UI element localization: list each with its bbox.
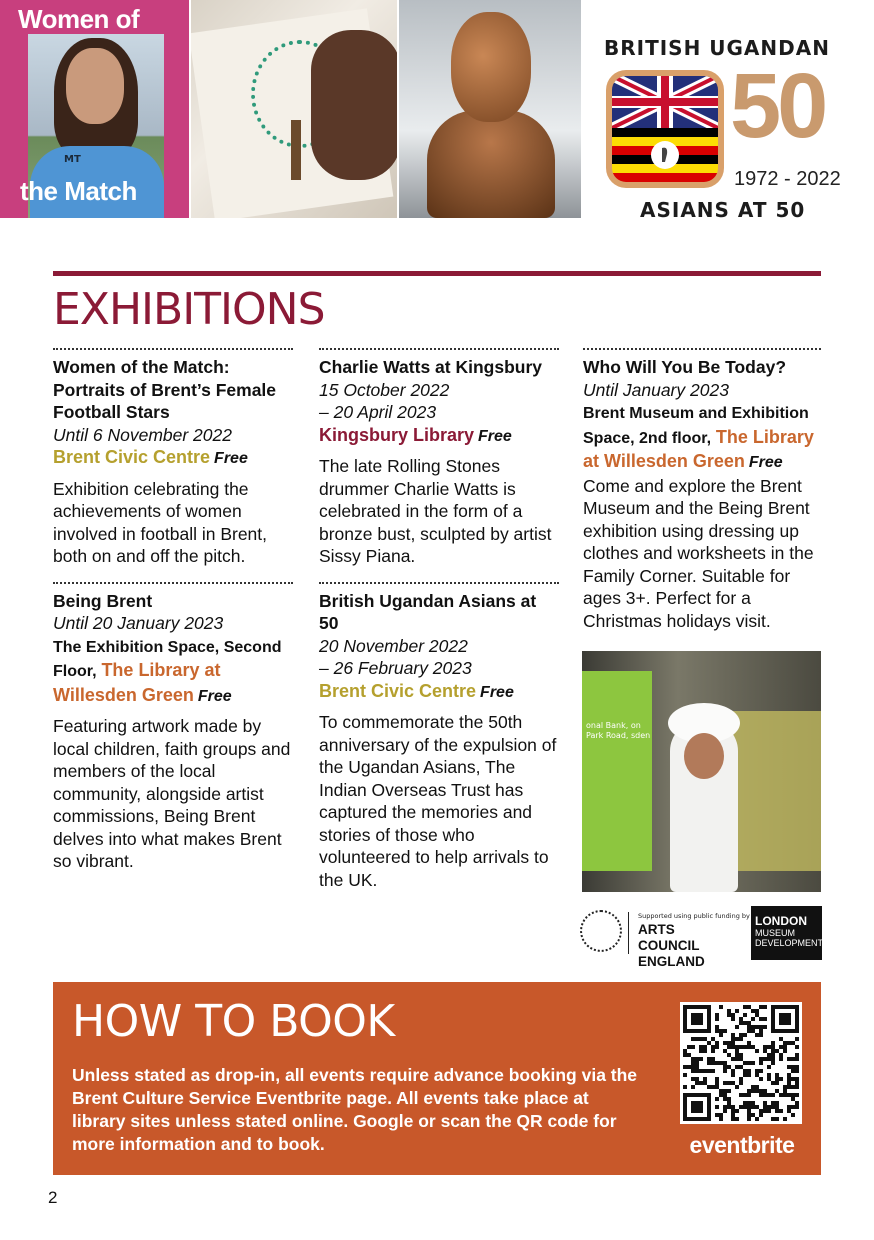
- exhibition-venue[interactable]: Brent Civic Centre: [53, 447, 211, 467]
- exhibition-title: Being Brent: [53, 590, 153, 611]
- exhibition-description: To commemorate the 50th anniversary of the expulsion of the Ugandan Asians, The Indian Overseas Trust has captured the memories and stories of those who volunteered to help arrivals to the UK.: [319, 712, 557, 890]
- exhibition-price: Free: [748, 454, 783, 471]
- logo-years: 1972 - 2022: [734, 168, 841, 190]
- british-ugandan-asians-logo: [598, 30, 864, 225]
- exhibition-price: Free: [478, 427, 512, 445]
- dotted-divider: [53, 348, 293, 350]
- exhibition-description: Come and explore the Brent Museum and the Being Brent exhibition using dressing up clothes and worksheets in the Family Corner. Suitable for ages 3+. Perfect for a Christmas holidays visit.: [583, 475, 814, 631]
- exhibition-women-of-the-match: [53, 348, 293, 568]
- child-dressing-up-photo: [582, 651, 821, 892]
- exhibition-dates: Until January 2023: [583, 379, 729, 400]
- funder-logos: [578, 906, 824, 969]
- section-rule: [53, 271, 821, 276]
- london-museum-development-logo: LONDON MUSEUM DEVELOPMENT: [751, 906, 822, 960]
- page-number: 2: [48, 1188, 58, 1207]
- arts-council-ring-logo: [580, 910, 622, 952]
- section-title: EXHIBITIONS: [53, 284, 325, 335]
- exhibition-description: Featuring artwork made by local children, faith groups and members of the local community, alongside artist commissions, Being Brent delves into what makes Brent so vibrant.: [53, 716, 291, 871]
- exhibition-charlie-watts: [319, 348, 559, 568]
- exhibition-venue[interactable]: Brent Civic Centre: [319, 680, 477, 701]
- how-to-book-text: Unless stated as drop-in, all events require advance booking via the Brent Culture Service Eventbrite page. All events take place at library sites unless stated online. Google or scan the QR code for more information and to book.: [72, 1065, 638, 1154]
- logo-fifty: 50: [730, 55, 825, 157]
- how-to-book-panel: [53, 982, 821, 1175]
- exhibition-title: Who Will You Be Today?: [583, 357, 787, 377]
- how-to-book-title: HOW TO BOOK: [72, 996, 395, 1047]
- exhibition-venue[interactable]: The Library at Willesden Green: [583, 426, 814, 471]
- column-3: [583, 348, 821, 646]
- exhibition-dates-end: – 20 April 2023: [319, 402, 437, 422]
- column-1: [53, 348, 293, 887]
- exhibition-being-brent: [53, 582, 293, 873]
- eventbrite-logo[interactable]: eventbrite: [689, 1132, 795, 1158]
- exhibition-venue[interactable]: The Library at Willesden Green: [53, 660, 221, 705]
- embroidery-photo: [191, 0, 397, 218]
- poster-title-line2: the Match: [20, 176, 137, 206]
- logo-top-text: BRITISH UGANDAN: [604, 36, 830, 60]
- exhibition-description: The late Rolling Stones drummer Charlie Watts is celebrated in the form of a bronze bust, sculpted by artist Sissy Piana.: [319, 456, 552, 566]
- bronze-bust-photo: [399, 0, 581, 218]
- football-shirt: MT: [30, 146, 164, 218]
- exhibition-who-will-you-be-today: [583, 348, 821, 632]
- dotted-divider: [53, 582, 293, 584]
- uganda-flag-icon: [612, 128, 718, 182]
- exhibition-dates-start: 20 November 2022: [319, 635, 468, 656]
- exhibition-description: Exhibition celebrating the achievements of women involved in football in Brent, both on and off the pitch.: [53, 478, 268, 566]
- museum-panel: onal Bank, on Park Road, sden: [582, 671, 652, 871]
- dotted-divider: [319, 348, 559, 350]
- arts-council-england-logo: ARTS COUNCIL ENGLAND: [638, 922, 705, 969]
- exhibition-price: Free: [197, 687, 232, 705]
- supported-by-text: Supported using public funding by: [638, 912, 750, 920]
- exhibition-dates: Until 6 November 2022: [53, 424, 232, 445]
- column-2: [319, 348, 559, 905]
- logo-bottom-text: ASIANS AT 50: [640, 198, 806, 222]
- exhibition-dates: Until 20 January 2023: [53, 613, 224, 633]
- exhibition-venue[interactable]: Kingsbury Library: [319, 424, 475, 445]
- exhibition-british-ugandan-asians: [319, 582, 559, 892]
- exhibition-price: Free: [214, 450, 248, 467]
- exhibition-title: Women of the Match: Portraits of Brent’s Female Football Stars: [53, 357, 277, 422]
- dotted-divider: [583, 348, 821, 350]
- exhibition-title: Charlie Watts at Kingsbury: [319, 357, 542, 377]
- exhibition-title: British Ugandan Asians at 50: [319, 590, 537, 633]
- union-jack-icon: [612, 76, 718, 128]
- exhibition-price: Free: [480, 683, 514, 701]
- exhibition-dates-start: 15 October 2022: [319, 379, 450, 400]
- qr-code-icon[interactable]: [680, 1002, 802, 1124]
- exhibition-location: Brent Museum and Exhibition Space, 2nd floor,: [583, 405, 809, 447]
- exhibition-location: The Exhibition Space, Second Floor,: [53, 638, 282, 680]
- exhibition-dates-end: – 26 February 2023: [319, 658, 472, 678]
- dotted-divider: [319, 582, 559, 584]
- women-of-the-match-poster: [0, 0, 189, 218]
- flag-badge: [606, 70, 724, 188]
- poster-title-line1: Women of: [18, 4, 140, 34]
